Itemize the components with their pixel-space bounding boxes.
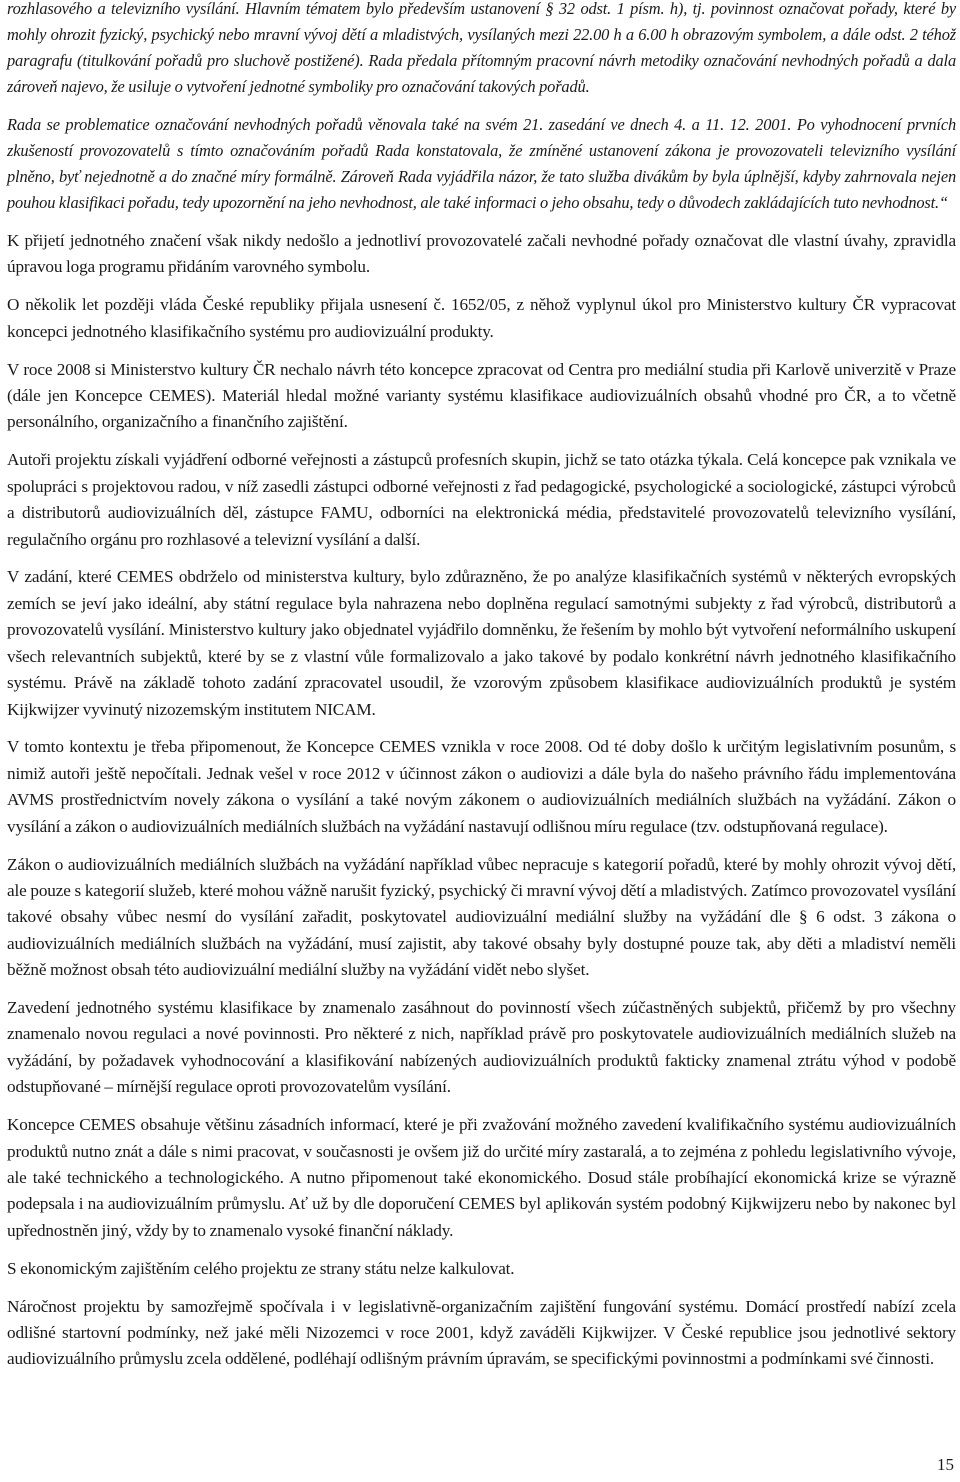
body-paragraph-4: Autoři projektu získali vyjádření odborné veřejnosti a zástupců profesních skupin, jichž se tato otázka týkala. Celá koncepce pak vznikala ve spolupráci s projektovou radou, v níž zasedli zástupci odborné veřejnosti z řad pedagogické, psychologické a sociologické, zástupci výrobců a distributorů audiovizuálních děl, zástupce FAMU, odborníci na elektronická média, představitelé provozovatelů televizního vysílání, regulačního orgánu pro rozhlasové a televizní vysílání a další. xyxy=(7,450,956,549)
body-paragraph-11: Náročnost projektu by samozřejmě spočívala i v legislativně-organizačním zajištění fungování systému. Domácí prostředí nabízí zcela odlišné startovní podmínky, než jaké měli Nizozemci v roce 2001, když zaváděli Kijkwijzer. V České republice jsou jednotlivé sektory audiovizuálního průmyslu zcela oddělené, podléhají odlišným právním úpravám, se specifickými povinnostmi a podmínkami své činnosti. xyxy=(7,1296,956,1369)
body-paragraph-6: V tomto kontextu je třeba připomenout, že Koncepce CEMES vznikla v roce 2008. Od té doby došlo k určitým legislativním posunům, s nimiž autoři ještě nepočítali. Jednak vešel v roce 2012 v účinnost zákon o audiovizi a dále byla do našeho právního řádu implementována AVMS prostřednictvím novely zákona o vysílání a také novým zákonem o audiovizuálních mediálních službách na vyžádání. Zákon o vysílání a zákon o audiovizuálních mediálních službách na vyžádání nastavují odlišnou míru regulace (tzv. odstupňovaná regulace). xyxy=(7,737,956,836)
body-paragraph-5: V zadání, které CEMES obdrželo od ministerstva kultury, bylo zdůrazněno, že po analýze klasifikačních systémů v některých evropských zemích se jeví jako ideální, aby státní regulace byla nahrazena nebo doplněna regulací samotnými subjekty z řad výrobců, distributorů a provozovatelů vysílání. Ministerstvo kultury jako objednatel vyjádřilo domněnku, že řešením by mohlo být vytvoření neformálního uskupení všech relevantních subjektů, které by se z vlastní vůle formalizovalo a jako takové by podalo konkrétní návrh jednotného klasifikačního systému. Právě na základě tohoto zadání zpracovatel usoudil, že vzorovým způsobem klasifikace audiovizuálních produktů je systém Kijkwijzer vyvinutý nizozemským institutem NICAM. xyxy=(7,567,956,719)
quote-paragraph-1: rozhlasového a televizního vysílání. Hlavním tématem bylo především ustanovení § 32 odst. 1 písm. h), tj. povinnost označovat pořady, které by mohly ohrozit fyzický, psychický nebo mravní vývoj dětí a mladistvých, vysílaných mezi 22.00 h a 6.00 h obrazovým symbolem, a dále odst. 2 téhož paragrafu (titulkování pořadů pro sluchově postižené). Rada předala přítomným pracovní návrh metodiky označování nevhodných pořadů a dala zároveň najevo, že usiluje o vytvoření jednotné symboliky pro označování takových pořadů. xyxy=(7,0,956,96)
body-paragraph-7: Zákon o audiovizuálních mediálních službách na vyžádání například vůbec nepracuje s kategorií pořadů, které by mohly ohrozit vývoj dětí, ale pouze s kategorií služeb, které mohou vážně narušit fyzický, psychický či mravní vývoj dětí a mladistvých. Zatímco provozovatel vysílání takové obsahy vůbec nesmí do vysílání zařadit, poskytovatel audiovizuální mediální služby na vyžádání dle § 6 odst. 3 zákona o audiovizuálních mediálních službách na vyžádání, musí zajistit, aby takové obsahy byly dostupné pouze tak, aby děti a mladiství neměli běžně možnost obsah této audiovizuální mediální služby na vyžádání vidět nebo slyšet. xyxy=(7,854,956,980)
quote-paragraph-2: Rada se problematice označování nevhodných pořadů věnovala také na svém 21. zasedání ve dnech 4. a 11. 12. 2001. Po vyhodnocení prvních zkušeností provozovatelů s tímto označováním pořadů Rada konstatovala, že zmíněné ustanovení zákona je provozovateli televizního vysílání plněno, byť nejednotně a do značné míry formálně. Zároveň Rada vyjádřila názor, že tato služba divákům by byla úplnější, kdyby zahrnovala nejen pouhou klasifikaci pořadu, tedy upozornění na jeho nevhodnost, ale také informaci o jeho obsahu, tedy o důvodech zakládajících tuto nevhodnost.“ xyxy=(7,115,956,212)
body-paragraph-3: V roce 2008 si Ministerstvo kultury ČR nechalo návrh této koncepce zpracovat od Centra pro mediální studia při Karlově univerzitě v Praze (dále jen Koncepce CEMES). Materiál hledal možné varianty systému klasifikace audiovizuálních obsahů vhodné pro ČR, a to včetně personálního, organizačního a finančního zajištění. xyxy=(7,359,956,432)
body-paragraph-9: Koncepce CEMES obsahuje většinu zásadních informací, které je při zvažování možného zavedení kvalifikačního systému audiovizuálních produktů nutno znát a dále s nimi pracovat, v současnosti je ovšem již do určité míry zastaralá, a to zejména z pohledu legislativního vývoje, ale také technického a technologického. A nutno připomenout také ekonomického. Dosud stále probíhající ekonomická krize se výrazně podepsala i na audiovizuálním průmyslu. Ať už by dle doporučení CEMES byl aplikován systém podobný Kijkwijzeru nebo by nakonec byl upřednostněn jiný, vždy by to znamenalo vysoké finanční náklady. xyxy=(7,1115,956,1240)
body-paragraph-10: S ekonomickým zajištěním celého projektu ze strany státu nelze kalkulovat. xyxy=(7,1258,515,1278)
quoted-passage xyxy=(7,0,956,216)
body-paragraph-2: O několik let později vláda České republiky přijala usnesení č. 1652/05, z něhož vyplynul úkol pro Ministerstvo kultury ČR vypracovat koncepci jednotného klasifikačního systému pro audiovizuální produkty. xyxy=(7,295,956,341)
body-paragraph-1: K přijetí jednotného značení však nikdy nedošlo a jednotliví provozovatelé začali nevhodné pořady označovat dle vlastní úvahy, zpravidla úpravou loga programu přidáním varovného symbolu. xyxy=(7,231,956,277)
page-number: 15 xyxy=(937,1455,954,1474)
body-text xyxy=(7,228,956,1373)
document-page xyxy=(7,0,956,1384)
body-paragraph-8: Zavedení jednotného systému klasifikace by znamenalo zasáhnout do povinností všech zúčastněných subjektů, přičemž by pro všechny znamenalo novou regulaci a nové povinnosti. Pro některé z nich, například právě pro poskytovatele audiovizuálních mediálních služeb na vyžádání, by požadavek vyhodnocování a klasifikování nabízených audiovizuálních produktů fakticky znamenal ztrátu výhod v podobě odstupňované – mírnější regulace oproti provozovatelům vysílání. xyxy=(7,998,956,1097)
